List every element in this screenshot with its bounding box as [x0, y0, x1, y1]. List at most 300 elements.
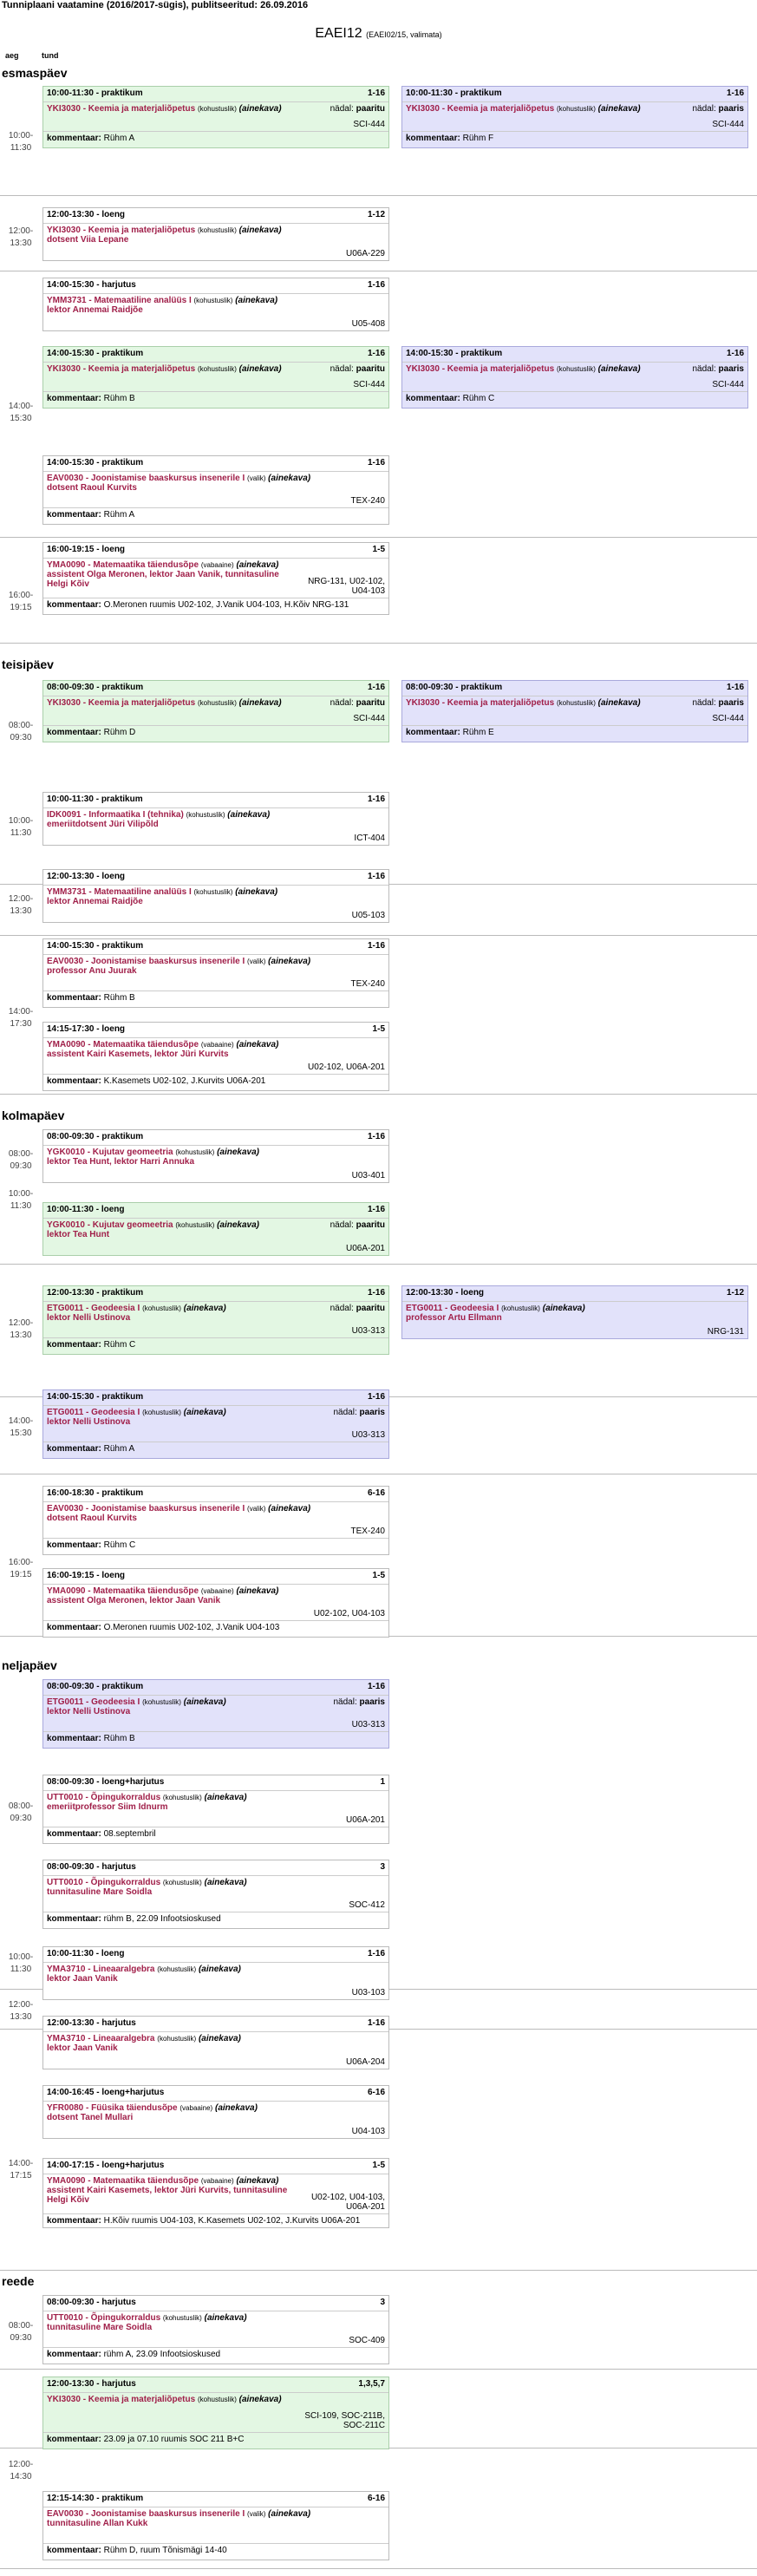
- course-link[interactable]: YMA0090 - Matemaatika täiendusõpe: [47, 1586, 199, 1596]
- teacher-name: tunnitasuline Mare Soidla: [47, 2323, 153, 2332]
- room-code: SOC-409: [349, 2336, 385, 2345]
- lesson-header: [43, 2296, 388, 2311]
- curriculum-label: (ainekava): [198, 2034, 241, 2043]
- course-type: (vabaaine): [200, 1041, 234, 1049]
- lesson-header: [43, 1860, 388, 1876]
- lesson-weeks: 3: [380, 1862, 385, 1872]
- room-code: SOC-412: [349, 1900, 385, 1910]
- comment-label: kommentaar:: [47, 1076, 101, 1086]
- lesson-body: [43, 1219, 388, 1255]
- course-link[interactable]: YKI3030 - Keemia ja materjaliõpetus: [47, 104, 196, 114]
- lesson-card[interactable]: [401, 86, 748, 148]
- course-type: (kohustuslik): [142, 1409, 181, 1416]
- lesson-header: [43, 1775, 388, 1791]
- room-code: U03-313: [351, 1326, 385, 1336]
- parity-value: paaris: [359, 1408, 385, 1417]
- lesson-card[interactable]: [401, 1285, 748, 1339]
- slot-end: 17:15: [10, 2171, 32, 2180]
- lesson-card[interactable]: [42, 1285, 389, 1355]
- lesson-header: [43, 2377, 388, 2393]
- course-type: (kohustuslik): [175, 1148, 215, 1156]
- lesson-card[interactable]: [42, 1022, 389, 1091]
- time-slot-label: [2, 720, 40, 744]
- column-header-lessons: tund: [42, 51, 59, 60]
- lesson-card[interactable]: [42, 1389, 389, 1459]
- lesson-comment: [43, 1621, 388, 1637]
- day-heading: esmaspäev: [2, 66, 68, 80]
- week-label: nädal:: [330, 104, 354, 114]
- teacher-name: lektor Tea Hunt: [47, 1230, 110, 1239]
- course-link[interactable]: EAV0030 - Joonistamise baaskursus insenerile I: [47, 474, 245, 483]
- lesson-body: [43, 1585, 388, 1621]
- comment-label: kommentaar:: [47, 134, 101, 143]
- lesson-card[interactable]: [42, 1202, 389, 1256]
- slot-start: 10:00-: [8, 1189, 34, 1199]
- time-slot-label: [2, 590, 40, 614]
- lesson-body: [402, 102, 747, 132]
- comment-label: kommentaar:: [47, 394, 101, 403]
- curriculum-label: (ainekava): [183, 1697, 226, 1707]
- room-code: TEX-240: [350, 496, 385, 506]
- week-parity: [330, 1220, 385, 1230]
- course-line: [47, 2034, 385, 2043]
- lesson-header: [43, 2492, 388, 2507]
- course-link[interactable]: YKI3030 - Keemia ja materjaliõpetus: [47, 2395, 196, 2404]
- course-link[interactable]: EAV0030 - Joonistamise baaskursus insenerile I: [47, 1504, 245, 1514]
- slot-end: 11:30: [10, 1965, 32, 1974]
- teacher-name: emeriitdotsent Jüri Vilipõld: [47, 820, 159, 829]
- course-link[interactable]: ETG0011 - Geodeesia I: [47, 1304, 140, 1313]
- lesson-weeks: 1-12: [367, 210, 385, 219]
- course-line: [47, 2176, 385, 2186]
- comment-label: kommentaar:: [47, 1444, 101, 1454]
- lesson-comment: [43, 2214, 388, 2227]
- lesson-header: [43, 1286, 388, 1302]
- lesson-weeks: 1-16: [367, 2018, 385, 2028]
- lesson-card[interactable]: [42, 1679, 389, 1749]
- course-type: (kohustuslik): [186, 811, 225, 819]
- course-line: [47, 2509, 385, 2519]
- course-link[interactable]: UTT0010 - Õpingukorraldus: [47, 1793, 161, 1802]
- lesson-card[interactable]: [42, 1568, 389, 1638]
- lesson-card[interactable]: [42, 2491, 389, 2560]
- lesson-header: [43, 208, 388, 224]
- course-line: [47, 474, 385, 483]
- curriculum-label: (ainekava): [204, 1793, 247, 1802]
- course-link[interactable]: YMM3731 - Matemaatiline analüüs I: [47, 296, 192, 305]
- time-slot-label: [2, 1188, 40, 1213]
- lesson-weeks: 1-16: [367, 683, 385, 692]
- lesson-header: [43, 2159, 388, 2174]
- lesson-card[interactable]: [42, 1946, 389, 2000]
- week-label: nädal:: [692, 698, 716, 708]
- course-type: (vabaaine): [200, 561, 234, 569]
- lesson-weeks: 1-12: [726, 1288, 744, 1298]
- curriculum-label: (ainekava): [238, 104, 282, 114]
- parity-value: paaris: [718, 104, 744, 114]
- course-type: (kohustuslik): [197, 699, 237, 707]
- lesson-weeks: 1: [380, 1777, 385, 1787]
- course-line: [47, 810, 385, 820]
- comment-text: Rühm A: [103, 510, 135, 520]
- course-link[interactable]: ETG0011 - Geodeesia I: [47, 1697, 140, 1707]
- course-link[interactable]: ETG0011 - Geodeesia I: [406, 1304, 499, 1313]
- lesson-card[interactable]: [42, 1775, 389, 1844]
- day-heading: reede: [2, 2274, 35, 2288]
- course-link[interactable]: EAV0030 - Joonistamise baaskursus insenerile I: [47, 2509, 245, 2519]
- comment-text: K.Kasemets U02-102, J.Kurvits U06A-201: [103, 1076, 266, 1086]
- time-slot-label: [2, 130, 40, 154]
- lesson-card[interactable]: [42, 2085, 389, 2139]
- course-line: [47, 887, 385, 897]
- course-type: (kohustuslik): [556, 699, 596, 707]
- parity-value: paaris: [718, 698, 744, 708]
- course-link[interactable]: IDK0091 - Informaatika I (tehnika): [47, 810, 184, 820]
- course-type: (kohustuslik): [175, 1221, 215, 1229]
- course-link[interactable]: YKI3030 - Keemia ja materjaliõpetus: [47, 226, 196, 235]
- lesson-header: [43, 2017, 388, 2032]
- course-link[interactable]: YGK0010 - Kujutav geomeetria: [47, 1220, 173, 1230]
- curriculum-label: (ainekava): [268, 2509, 311, 2519]
- lesson-comment: [43, 392, 388, 408]
- course-link[interactable]: ETG0011 - Geodeesia I: [47, 1408, 140, 1417]
- parity-value: paaritu: [356, 1220, 385, 1230]
- lesson-card[interactable]: [42, 86, 389, 148]
- course-type: (kohustuslik): [197, 105, 237, 113]
- lesson-header: [43, 1680, 388, 1696]
- lesson-comment: [402, 392, 747, 408]
- slot-end: 11:30: [10, 828, 32, 838]
- curriculum-label: (ainekava): [542, 1304, 585, 1313]
- lesson-card[interactable]: [42, 2377, 389, 2449]
- lesson-body: [43, 1963, 388, 1999]
- curriculum-label: (ainekava): [204, 1878, 247, 1887]
- lesson-weeks: 1-16: [367, 1682, 385, 1691]
- curriculum-label: (ainekava): [238, 364, 282, 374]
- parity-value: paaritu: [356, 104, 385, 114]
- room-code: U02-102, U04-103, U06A-201: [310, 2193, 385, 2212]
- time-slot-label: [2, 893, 40, 918]
- lesson-body: [43, 294, 388, 330]
- room-code: U05-408: [351, 319, 385, 329]
- curriculum-label: (ainekava): [183, 1408, 226, 1417]
- lesson-header: [43, 1130, 388, 1146]
- room-code: SCI-109, SOC-211B, SOC-211C: [304, 2411, 385, 2430]
- slot-start: 16:00-: [8, 591, 34, 600]
- divider: [0, 2568, 757, 2569]
- slot-end: 11:30: [10, 143, 32, 153]
- curriculum-label: (ainekava): [217, 1147, 259, 1157]
- divider: [0, 643, 757, 644]
- divider: [0, 2369, 757, 2370]
- comment-label: kommentaar:: [47, 2216, 101, 2226]
- lesson-weeks: 1-16: [367, 349, 385, 358]
- course-link[interactable]: YMA0090 - Matemaatika täiendusõpe: [47, 560, 199, 570]
- room-code: SCI-444: [353, 120, 385, 129]
- slot-end: 13:30: [10, 2012, 32, 2022]
- lesson-body: [43, 102, 388, 132]
- lesson-body: [43, 955, 388, 991]
- divider: [0, 1264, 757, 1265]
- week-parity: [693, 104, 745, 114]
- slot-start: 08:00-: [8, 1801, 34, 1811]
- lesson-card[interactable]: [42, 938, 389, 1008]
- lesson-card[interactable]: [42, 346, 389, 409]
- lesson-header: [43, 1569, 388, 1585]
- teacher-name: assistent Olga Meronen, lektor Jaan Vanik, tunnitasuline Helgi Kõiv: [47, 570, 279, 589]
- course-link[interactable]: EAV0030 - Joonistamise baaskursus insenerile I: [47, 957, 245, 966]
- comment-text: Rühm C: [462, 394, 495, 403]
- lesson-body: [43, 1696, 388, 1732]
- lesson-body: [43, 2393, 388, 2433]
- lesson-weeks: 6-16: [367, 1488, 385, 1498]
- lesson-header: [402, 1286, 747, 1302]
- course-type: (kohustuslik): [556, 365, 596, 373]
- time-slot-label: [2, 2459, 40, 2483]
- course-link[interactable]: UTT0010 - Õpingukorraldus: [47, 1878, 161, 1887]
- column-header-time: aeg: [5, 51, 19, 60]
- room-code: U03-103: [351, 1988, 385, 1997]
- lesson-card[interactable]: [401, 346, 748, 409]
- course-type: (valik): [247, 2510, 266, 2518]
- week-parity: [330, 104, 385, 114]
- lesson-header: [43, 870, 388, 886]
- lesson-card[interactable]: [42, 207, 389, 261]
- lesson-header: [43, 347, 388, 363]
- slot-end: 09:30: [10, 733, 32, 742]
- course-link[interactable]: UTT0010 - Õpingukorraldus: [47, 2313, 161, 2323]
- course-type: (vabaaine): [179, 2104, 213, 2112]
- lesson-comment: [43, 2433, 388, 2449]
- curriculum-label: (ainekava): [597, 698, 641, 708]
- time-slot-label: [2, 401, 40, 425]
- lesson-header: [43, 939, 388, 955]
- lesson-header: [43, 278, 388, 294]
- lesson-weeks: 1-16: [726, 88, 744, 98]
- course-line: [47, 296, 385, 305]
- course-link[interactable]: YMA0090 - Matemaatika täiendusõpe: [47, 1040, 199, 1049]
- lesson-card[interactable]: [42, 278, 389, 331]
- course-type: (kohustuslik): [197, 226, 237, 234]
- lesson-time-type: 14:00-15:30 - praktikum: [47, 349, 144, 358]
- course-link[interactable]: YKI3030 - Keemia ja materjaliõpetus: [406, 698, 555, 708]
- slot-start: 14:00-: [8, 402, 34, 411]
- curriculum-label: (ainekava): [236, 560, 279, 570]
- time-slot-label: [2, 1952, 40, 1976]
- lesson-time-type: 14:00-15:30 - praktikum: [47, 1392, 144, 1402]
- curriculum-label: (ainekava): [214, 2103, 258, 2113]
- comment-text: Rühm D, ruum Tõnismägi 14-40: [103, 2546, 227, 2555]
- slot-start: 08:00-: [8, 1149, 34, 1159]
- curriculum-label: (ainekava): [238, 226, 282, 235]
- teacher-name: emeriitprofessor Siim Idnurm: [47, 1802, 168, 1812]
- lesson-card[interactable]: [42, 1860, 389, 1929]
- room-code: SCI-444: [353, 380, 385, 389]
- lesson-body: [43, 1406, 388, 1442]
- lesson-card[interactable]: [401, 680, 748, 742]
- teacher-name: tunnitasuline Mare Soidla: [47, 1887, 153, 1897]
- slot-end: 13:30: [10, 239, 32, 248]
- time-slot-label: [2, 815, 40, 840]
- lesson-weeks: 1-16: [367, 1205, 385, 1214]
- room-code: SCI-444: [353, 714, 385, 723]
- teacher-name: lektor Annemai Raidjõe: [47, 305, 143, 315]
- course-link[interactable]: YKI3030 - Keemia ja materjaliõpetus: [406, 104, 555, 114]
- comment-label: kommentaar:: [47, 510, 101, 520]
- lesson-body: [43, 886, 388, 922]
- lesson-card[interactable]: [42, 869, 389, 923]
- lesson-weeks: 6-16: [367, 2088, 385, 2097]
- lesson-comment: [43, 726, 388, 742]
- lesson-time-type: 12:00-13:30 - loeng: [47, 210, 126, 219]
- lesson-body: [43, 808, 388, 845]
- lesson-body: [43, 1302, 388, 1338]
- lesson-comment: [43, 991, 388, 1007]
- lesson-card[interactable]: [42, 2158, 389, 2228]
- lesson-time-type: 16:00-19:15 - loeng: [47, 1571, 126, 1580]
- week-label: nädal:: [333, 1408, 357, 1417]
- comment-label: kommentaar:: [406, 728, 460, 737]
- room-code: U03-313: [351, 1720, 385, 1729]
- lesson-comment: [43, 508, 388, 524]
- teacher-name: lektor Annemai Raidjõe: [47, 897, 143, 906]
- lesson-body: [43, 363, 388, 392]
- course-type: (kohustuslik): [142, 1304, 181, 1312]
- room-code: U06A-201: [345, 1815, 385, 1825]
- comment-text: Rühm D: [103, 728, 136, 737]
- curriculum-label: (ainekava): [268, 474, 311, 483]
- lesson-weeks: 1-16: [726, 683, 744, 692]
- lesson-card[interactable]: [42, 542, 389, 615]
- teacher-name: assistent Kairi Kasemets, lektor Jüri Kurvits: [47, 1049, 229, 1059]
- course-type: (kohustuslik): [157, 2035, 197, 2043]
- comment-text: Rühm A: [103, 1444, 135, 1454]
- lesson-time-type: 12:15-14:30 - praktikum: [47, 2494, 144, 2503]
- lesson-time-type: 10:00-11:30 - praktikum: [47, 88, 143, 98]
- course-link[interactable]: YMM3731 - Matemaatiline analüüs I: [47, 887, 192, 897]
- curriculum-label: (ainekava): [236, 2176, 279, 2186]
- comment-label: kommentaar:: [406, 394, 460, 403]
- lesson-weeks: 1-5: [372, 2161, 385, 2170]
- course-link[interactable]: YMA3710 - Lineaaralgebra: [47, 2034, 155, 2043]
- slot-start: 12:00-: [8, 2460, 34, 2469]
- day-heading: teisipäev: [2, 657, 54, 671]
- lesson-card[interactable]: [42, 1129, 389, 1183]
- comment-label: kommentaar:: [47, 1540, 101, 1550]
- lesson-time-type: 08:00-09:30 - praktikum: [47, 683, 144, 692]
- lesson-weeks: 1-16: [367, 794, 385, 804]
- lesson-card[interactable]: [42, 455, 389, 525]
- lesson-card[interactable]: [42, 680, 389, 742]
- lesson-comment: [43, 1827, 388, 1843]
- lesson-time-type: 14:00-15:30 - praktikum: [406, 349, 503, 358]
- room-code: U05-103: [351, 911, 385, 920]
- lesson-body: [43, 472, 388, 508]
- lesson-body: [43, 2311, 388, 2348]
- lesson-body: [43, 2174, 388, 2214]
- course-link[interactable]: YKI3030 - Keemia ja materjaliõpetus: [406, 364, 555, 374]
- divider: [0, 2270, 757, 2271]
- day-heading: kolmapäev: [2, 1108, 65, 1122]
- room-code: U03-401: [351, 1171, 385, 1180]
- week-label: nädal:: [330, 1220, 354, 1230]
- course-line: [47, 226, 385, 235]
- teacher-name: lektor Nelli Ustinova: [47, 1313, 131, 1323]
- teacher-name: lektor Tea Hunt, lektor Harri Annuka: [47, 1157, 195, 1167]
- lesson-time-type: 08:00-09:30 - harjutus: [47, 1862, 136, 1872]
- course-link[interactable]: YMA3710 - Lineaaralgebra: [47, 1965, 155, 1974]
- course-type: (kohustuslik): [142, 1698, 181, 1706]
- lesson-weeks: 1-16: [367, 1132, 385, 1141]
- lesson-comment: [43, 1539, 388, 1554]
- course-type: (kohustuslik): [501, 1304, 540, 1312]
- course-type: (vabaaine): [200, 2177, 234, 2185]
- lesson-body: [402, 363, 747, 392]
- group-title: [0, 26, 757, 42]
- slot-start: 08:00-: [8, 721, 34, 730]
- room-code: NRG-131: [707, 1327, 744, 1337]
- curriculum-label: (ainekava): [235, 887, 278, 897]
- comment-text: Rühm B: [103, 394, 135, 403]
- lesson-card[interactable]: [42, 2295, 389, 2364]
- slot-start: 14:00-: [8, 1416, 34, 1426]
- parity-value: paaritu: [356, 1304, 385, 1313]
- lesson-card[interactable]: [42, 2016, 389, 2069]
- time-slot-label: [2, 1317, 40, 1342]
- course-link[interactable]: YMA0090 - Matemaatika täiendusõpe: [47, 2176, 199, 2186]
- course-link[interactable]: YKI3030 - Keemia ja materjaliõpetus: [47, 698, 196, 708]
- room-code: U06A-204: [345, 2057, 385, 2067]
- lesson-time-type: 08:00-09:30 - harjutus: [47, 2298, 136, 2307]
- curriculum-label: (ainekava): [236, 1040, 279, 1049]
- course-link[interactable]: YKI3030 - Keemia ja materjaliõpetus: [47, 364, 196, 374]
- curriculum-label: (ainekava): [238, 698, 282, 708]
- lesson-card[interactable]: [42, 792, 389, 846]
- curriculum-label: (ainekava): [198, 1965, 241, 1974]
- slot-start: 12:00-: [8, 226, 34, 236]
- week-parity: [693, 698, 745, 708]
- lesson-body: [43, 1876, 388, 1912]
- comment-text: Rühm C: [103, 1340, 136, 1350]
- course-line: [47, 1504, 385, 1514]
- course-link[interactable]: YFR0080 - Füüsika täiendusõpe: [47, 2103, 178, 2113]
- lesson-time-type: 10:00-11:30 - loeng: [47, 1205, 125, 1214]
- lesson-weeks: 1,3,5,7: [358, 2379, 385, 2389]
- course-line: [47, 1878, 385, 1887]
- curriculum-label: (ainekava): [183, 1304, 226, 1313]
- lesson-card[interactable]: [42, 1486, 389, 1555]
- page-header: Tunniplaani vaatamine (2016/2017-sügis), publitseeritud: 26.09.2016: [2, 0, 309, 10]
- lesson-weeks: 1-5: [372, 1571, 385, 1580]
- lesson-body: [43, 1502, 388, 1539]
- curriculum-label: (ainekava): [236, 1586, 279, 1596]
- course-line: [47, 2313, 385, 2323]
- course-type: (kohustuslik): [157, 1965, 197, 1973]
- lesson-weeks: 1-16: [726, 349, 744, 358]
- divider: [0, 1094, 757, 1095]
- room-code: NRG-131, U02-102, U04-103: [308, 577, 385, 596]
- lesson-body: [43, 2507, 388, 2544]
- lesson-weeks: 1-16: [367, 872, 385, 881]
- course-line: [47, 1040, 385, 1049]
- course-line: [47, 957, 385, 966]
- lesson-comment: [43, 1338, 388, 1354]
- week-parity: [334, 1408, 386, 1417]
- course-link[interactable]: YGK0010 - Kujutav geomeetria: [47, 1147, 173, 1157]
- slot-end: 19:15: [10, 1570, 32, 1579]
- room-code: ICT-404: [354, 834, 385, 843]
- lesson-header: [43, 1390, 388, 1406]
